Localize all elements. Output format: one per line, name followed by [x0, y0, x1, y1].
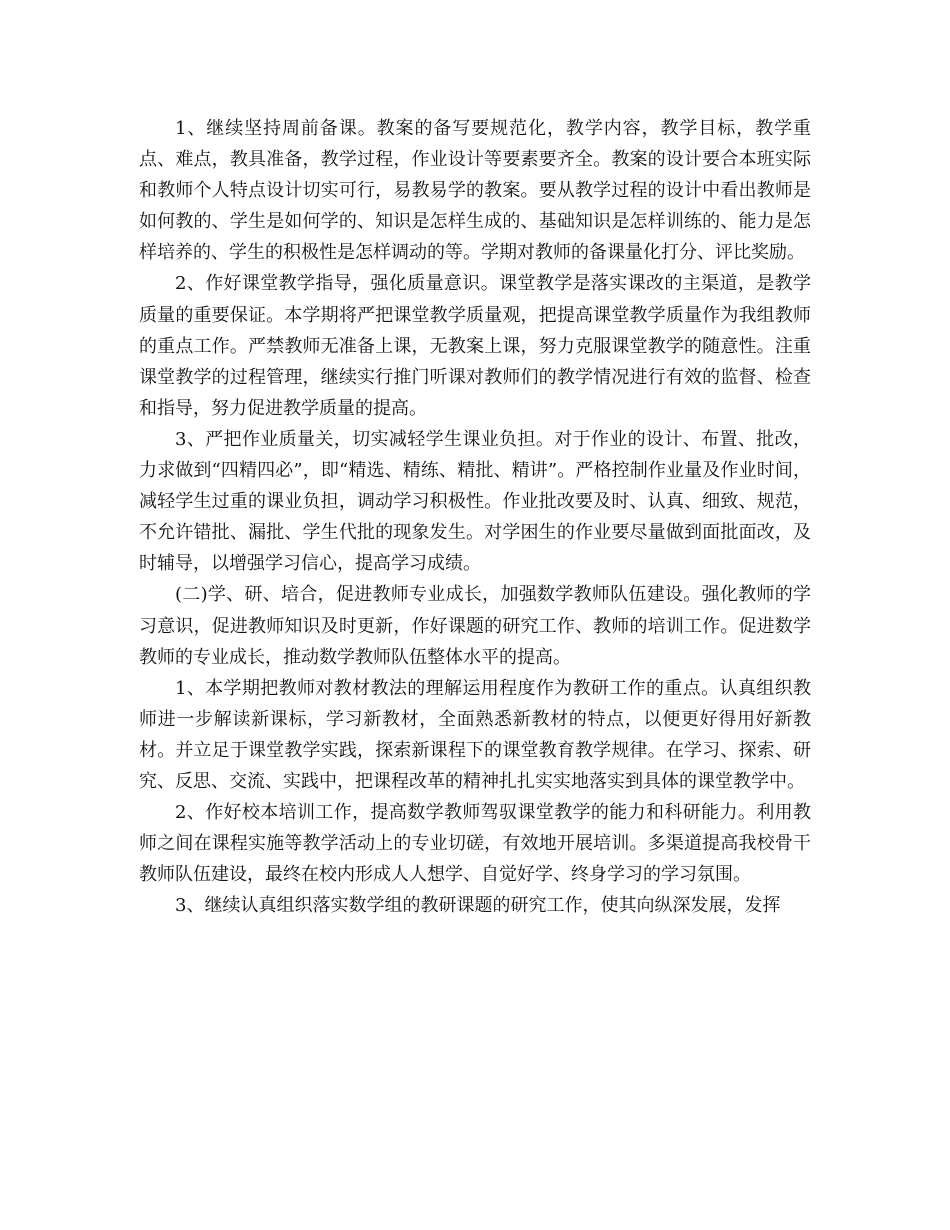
paragraph-classroom-teaching: 2、作好课堂教学指导，强化质量意识。课堂教学是落实课改的主渠道，是教学质量的重要保证。本学期将严把课堂教学质量观，把提高课堂教学质量作为我组教师的重点工作。严禁教师无准备上课，无教案上课，努力克服课堂教学的随意性。注重课堂教学的过程管理，继续实行推门听课对教师们的教学情况进行有效的监督、检查和指导，努力促进教学质量的提高。 — [139, 273, 811, 419]
paragraph-school-training: 2、作好校本培训工作，提高数学教师驾驭课堂教学的能力和科研能力。利用教师之间在课程实施等教学活动上的专业切磋，有效地开展培训。多渠道提高我校骨干教师队伍建设，最终在校内形成人人想学、自觉好学、终身学习的学习氛围。 — [139, 802, 811, 886]
paragraph-section-two-heading: (二)学、研、培合，促进教师专业成长，加强数学教师队伍建设。强化教师的学习意识，促进教师知识及时更新，作好课题的研究工作、教师的培训工作。促进数学教师的专业成长，推动数学教师队伍整体水平的提高。 — [139, 584, 811, 668]
paragraph-textbook-methods: 1、本学期把教师对教材教法的理解运用程度作为教研工作的重点。认真组织教师进一步解读新课标，学习新教材，全面熟悉新教材的特点，以便更好得用好新教材。并立足于课堂教学实践，探索新课程下的课堂教育教学规律。在学习、探索、研究、反思、交流、实践中，把课程改革的精神扎扎实实地落实到具体的课堂教学中。 — [139, 677, 811, 792]
paragraph-research-topics: 3、继续认真组织落实数学组的教研课题的研究工作，使其向纵深发展，发挥 — [175, 895, 781, 917]
paragraph-lesson-preparation: 1、继续坚持周前备课。教案的备写要规范化，教学内容，教学目标，教学重点、难点，教具准备，教学过程，作业设计等要素要齐全。教案的设计要合本班实际和教师个人特点设计切实可行，易教易学的教案。要从教学过程的设计中看出教师是如何教的、学生是如何学的、知识是怎样生成的、基础知识是怎样训练的、能力是怎样培养的、学生的积极性是怎样调动的等。学期对教师的备课量化打分、评比奖励。 — [139, 118, 811, 264]
document-body — [139, 113, 811, 921]
paragraph-homework-quality: 3、严把作业质量关，切实减轻学生课业负担。对于作业的设计、布置、批改，力求做到“四精四必”，即“精选、精练、精批、精讲”。严格控制作业量及作业时间，减轻学生过重的课业负担，调动学习积极性。作业批改要及时、认真、细致、规范，不允许错批、漏批、学生代批的现象发生。对学困生的作业要尽量做到面批面改，及时辅导，以增强学习信心，提高学习成绩。 — [139, 428, 811, 575]
